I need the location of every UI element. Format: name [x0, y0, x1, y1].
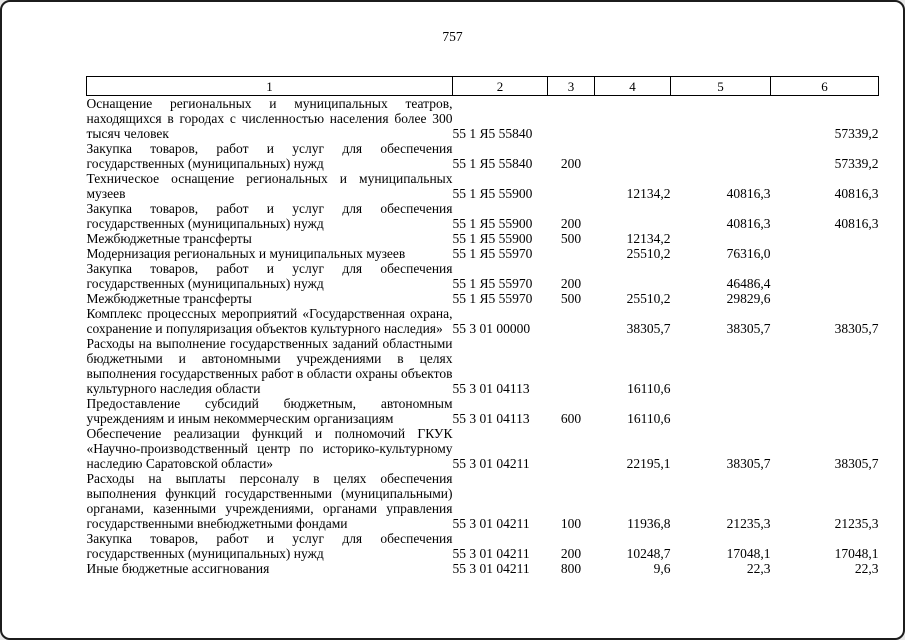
- table-body: [87, 96, 879, 577]
- column-header-2: 2: [453, 77, 548, 96]
- cell-amount-col5: 40816,3: [726, 216, 771, 231]
- cell-amount-col5: 17048,1: [726, 546, 771, 561]
- cell-target-code: 55 3 01 04113: [452, 381, 530, 396]
- cell-amount-col5: [671, 231, 771, 246]
- cell-target-code: 55 3 01 04113: [452, 411, 530, 426]
- cell-expense-type-code: [548, 171, 595, 201]
- table-row: [87, 246, 879, 261]
- cell-target-code: 55 1 Я5 55900: [452, 216, 533, 231]
- cell-expense-name: Расходы на выплаты персоналу в целях обеспечения выполнения функций государственными (муниципальными) органами, казенными учреждениями, органами управления государственными внебюджетными фондами: [86, 471, 453, 531]
- cell-expense-name: Межбюджетные трансферты: [86, 291, 252, 306]
- column-header-3: 3: [548, 77, 595, 96]
- cell-amount-col4: 25510,2: [626, 246, 671, 261]
- cell-expense-type-code: 200: [560, 216, 582, 231]
- cell-amount-col6: 21235,3: [834, 516, 879, 531]
- cell-target-code: 55 1 Я5 55970: [452, 246, 533, 261]
- column-header-1: 1: [87, 77, 453, 96]
- page-number: 757: [442, 29, 463, 44]
- table-row: [87, 231, 879, 246]
- column-header-5: 5: [671, 77, 771, 96]
- cell-amount-col5: 29829,6: [726, 291, 771, 306]
- cell-amount-col4: 12134,2: [626, 186, 671, 201]
- table-row: [87, 291, 879, 306]
- cell-expense-name: Оснащение региональных и муниципальных театров, находящихся в городах с численностью населения более 300 тысяч человек: [86, 96, 453, 141]
- table-row: [87, 531, 879, 561]
- cell-target-code: 55 3 01 04211: [452, 456, 530, 471]
- cell-target-code: 55 3 01 00000: [452, 321, 531, 336]
- cell-amount-col5: 22,3: [746, 561, 771, 576]
- cell-expense-name: Закупка товаров, работ и услуг для обеспечения государственных (муниципальных) нужд: [86, 531, 453, 561]
- cell-amount-col5: 46486,4: [726, 276, 771, 291]
- cell-amount-col6: [771, 261, 879, 291]
- cell-expense-name: Комплекс процессных мероприятий «Государственная охрана, сохранение и популяризация объектов культурного наследия»: [86, 306, 453, 336]
- cell-amount-col5: [671, 96, 771, 142]
- cell-amount-col5: 40816,3: [726, 186, 771, 201]
- table-row: [87, 396, 879, 426]
- cell-amount-col4: 22195,1: [626, 456, 671, 471]
- cell-expense-type-code: 500: [560, 291, 582, 306]
- cell-amount-col4: [595, 141, 671, 171]
- cell-amount-col4: 16110,6: [627, 411, 671, 426]
- table-header: [87, 77, 879, 96]
- cell-expense-name: Закупка товаров, работ и услуг для обеспечения государственных (муниципальных) нужд: [86, 201, 453, 231]
- cell-target-code: 55 3 01 04211: [452, 546, 530, 561]
- cell-amount-col4: [595, 201, 671, 231]
- cell-target-code: 55 3 01 04211: [452, 516, 530, 531]
- cell-expense-name: Обеспечение реализации функций и полномочий ГКУК «Научно-производственный центр по историко-культурному наследию Саратовской области»: [86, 426, 453, 471]
- cell-expense-name: Закупка товаров, работ и услуг для обеспечения государственных (муниципальных) нужд: [86, 261, 453, 291]
- cell-expense-type-code: [548, 96, 595, 142]
- cell-amount-col5: [671, 396, 771, 426]
- cell-expense-name: Иные бюджетные ассигнования: [86, 561, 270, 576]
- cell-expense-name: Модернизация региональных и муниципальных музеев: [86, 246, 406, 261]
- column-header-4: 4: [595, 77, 671, 96]
- cell-expense-name: Межбюджетные трансферты: [86, 231, 252, 246]
- cell-amount-col6: 22,3: [854, 561, 879, 576]
- cell-expense-type-code: 100: [560, 516, 582, 531]
- cell-amount-col6: [771, 396, 879, 426]
- cell-amount-col6: 38305,7: [834, 321, 879, 336]
- cell-amount-col6: [771, 336, 879, 396]
- cell-amount-col5: 76316,0: [726, 246, 771, 261]
- cell-amount-col5: [671, 336, 771, 396]
- cell-amount-col6: 40816,3: [834, 216, 879, 231]
- cell-target-code: 55 1 Я5 55900: [452, 186, 533, 201]
- table-row: [87, 201, 879, 231]
- cell-target-code: 55 1 Я5 55840: [452, 126, 533, 141]
- cell-expense-type-code: 200: [560, 276, 582, 291]
- table-row: [87, 561, 879, 576]
- cell-expense-type-code: 800: [560, 561, 582, 576]
- table-row: [87, 471, 879, 531]
- cell-expense-name: Предоставление субсидий бюджетным, автономным учреждениям и иным некоммерческим организациям: [86, 396, 453, 426]
- cell-target-code: 55 1 Я5 55900: [452, 231, 533, 246]
- cell-expense-type-code: 600: [560, 411, 582, 426]
- table-row: [87, 426, 879, 471]
- table-row: [87, 96, 879, 142]
- cell-expense-type-code: 500: [560, 231, 582, 246]
- cell-target-code: 55 1 Я5 55970: [452, 276, 533, 291]
- cell-expense-type-code: [548, 336, 595, 396]
- cell-expense-type-code: [548, 306, 595, 336]
- cell-amount-col6: 17048,1: [834, 546, 879, 561]
- table-row: [87, 306, 879, 336]
- cell-amount-col4: 25510,2: [626, 291, 671, 306]
- table-row: [87, 261, 879, 291]
- cell-target-code: 55 1 Я5 55970: [452, 291, 533, 306]
- cell-amount-col5: 38305,7: [726, 456, 771, 471]
- cell-amount-col5: 21235,3: [726, 516, 771, 531]
- cell-amount-col5: [671, 141, 771, 171]
- cell-expense-type-code: [548, 426, 595, 471]
- cell-amount-col4: 11936,8: [627, 516, 671, 531]
- cell-amount-col6: [771, 231, 879, 246]
- cell-amount-col4: [595, 261, 671, 291]
- table-row: [87, 336, 879, 396]
- cell-amount-col6: 38305,7: [834, 456, 879, 471]
- table-header-row: [87, 77, 879, 96]
- cell-amount-col4: 10248,7: [626, 546, 671, 561]
- cell-expense-name: Техническое оснащение региональных и муниципальных музеев: [86, 171, 453, 201]
- table-row: [87, 171, 879, 201]
- cell-expense-type-code: 200: [560, 156, 582, 171]
- cell-expense-name: Расходы на выполнение государственных заданий областными бюджетными и автономными учреждениями в целях выполнения государственных работ в области охраны объектов культурного наследия области: [86, 336, 453, 396]
- budget-table: [86, 76, 879, 576]
- cell-amount-col4: 16110,6: [627, 381, 671, 396]
- table-row: [87, 141, 879, 171]
- cell-amount-col6: [771, 291, 879, 306]
- cell-expense-type-code: 200: [560, 546, 582, 561]
- cell-amount-col6: 57339,2: [834, 156, 879, 171]
- cell-target-code: 55 1 Я5 55840: [452, 156, 533, 171]
- column-header-6: 6: [771, 77, 879, 96]
- cell-amount-col4: 38305,7: [626, 321, 671, 336]
- cell-amount-col6: 40816,3: [834, 186, 879, 201]
- cell-amount-col4: 9,6: [653, 561, 671, 576]
- cell-amount-col4: [595, 96, 671, 142]
- cell-amount-col6: [771, 246, 879, 261]
- cell-amount-col4: 12134,2: [626, 231, 671, 246]
- cell-amount-col6: 57339,2: [834, 126, 879, 141]
- cell-expense-name: Закупка товаров, работ и услуг для обеспечения государственных (муниципальных) нужд: [86, 141, 453, 171]
- cell-target-code: 55 3 01 04211: [452, 561, 530, 576]
- cell-expense-type-code: [548, 246, 595, 261]
- cell-amount-col5: 38305,7: [726, 321, 771, 336]
